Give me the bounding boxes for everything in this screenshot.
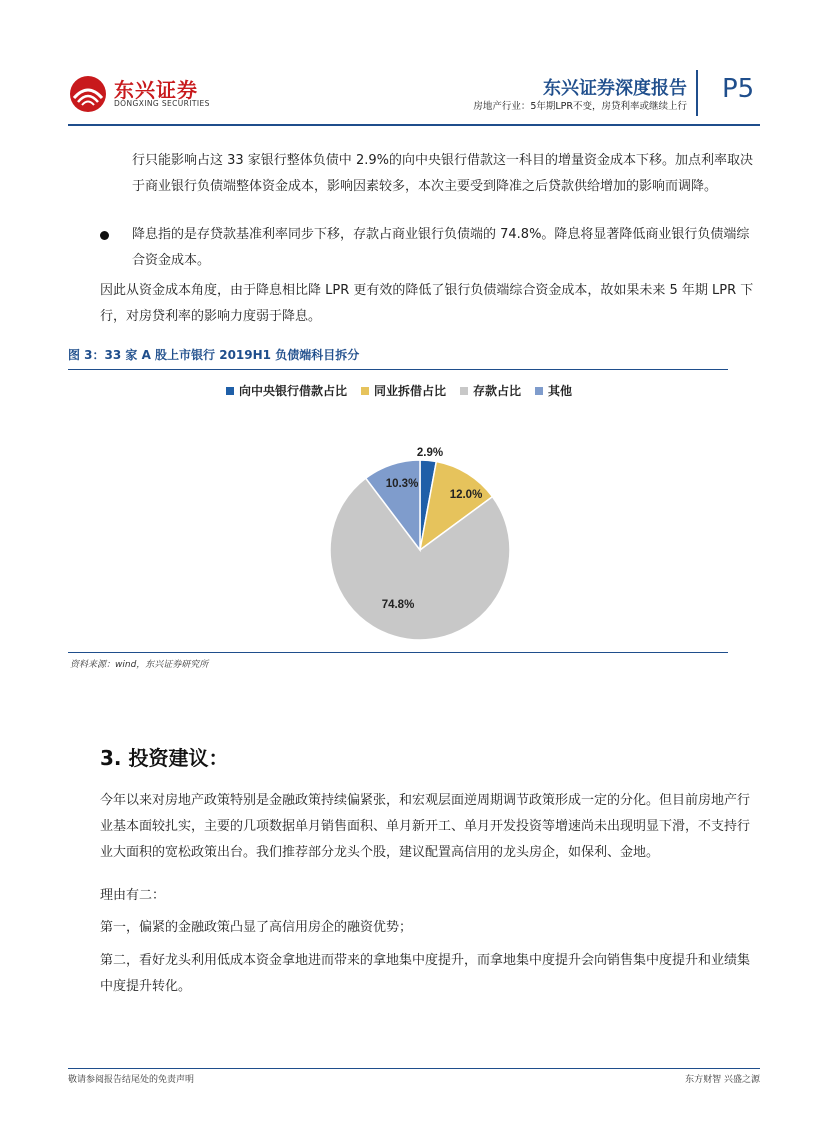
header-divider [696,70,698,116]
company-logo-icon [68,74,108,114]
report-subtitle: 房地产行业：5年期LPR不变，房贷利率或继续上行 [473,101,687,112]
section-paragraph-3: 第一，偏紧的金融政策凸显了高信用房企的融资优势； [100,920,413,935]
logo-english-name: DONGXING SECURITIES [114,99,210,108]
legend-swatch [361,387,369,395]
figure-top-rule [68,369,728,370]
section-paragraph-4: 第二，看好龙头利用低成本资金拿地进而带来的拿地集中度提升，而拿地集中度提升会向销售集中度提升和业绩集中度提升转化。 [100,953,751,994]
footer-rule [68,1068,760,1069]
report-title: 东兴证券深度报告 [543,78,687,99]
legend-item [460,382,521,399]
pie-data-label: 2.9% [416,447,444,459]
legend-label: 向中央银行借款占比 [239,384,348,398]
figure-title: 图 3：33 家 A 股上市银行 2019H1 负债端科目拆分 [68,348,360,362]
legend-item [535,382,572,399]
legend-swatch [535,387,543,395]
body-paragraph-1: 行只能影响占这 33 家银行整体负债中 2.9%的向中央银行借款这一科目的增量资金成本下移。加点利率取决于商业银行负债端整体资金成本，影响因素较多，本次主要受到降准之后贷款供给增加的影响而调降。 [132,153,753,194]
pie-data-label: 10.3% [385,478,419,490]
bullet-icon [100,231,109,240]
figure-source: 资料来源：wind，东兴证券研究所 [70,660,209,670]
body-paragraph-2: 因此从资金成本角度，由于降息相比降 LPR 更有效的降低了银行负债端综合资金成本，故如果未来 5 年期 LPR 下行，对房贷利率的影响力度弱于降息。 [100,283,754,324]
bullet-paragraph-1: 降息指的是存贷款基准利率同步下移，存款占商业银行负债端的 74.8%。降息将显著降低商业银行负债端综合资金成本。 [132,227,750,268]
logo-chinese-name: 东兴证券 [114,78,198,102]
pie-chart [320,438,520,648]
chart-legend [226,382,572,399]
legend-label: 其他 [548,384,573,398]
footer-slogan: 东方财智 兴盛之源 [685,1075,760,1085]
figure-bottom-rule [68,652,728,653]
section-paragraph-1: 今年以来对房地产政策特别是金融政策持续偏紧张，和宏观层面逆周期调节政策形成一定的分化。但目前房地产行业基本面较扎实，主要的几项数据单月销售面积、单月新开工、单月开发投资等增速尚未出现明显下滑，不支持行业大面积的宽松政策出台。我们推荐部分龙头个股，建议配置高信用的龙头房企，如保利、金地。 [100,793,751,860]
legend-swatch [460,387,468,395]
legend-item [226,382,347,399]
legend-item [361,382,446,399]
section-paragraph-2: 理由有二： [100,888,166,903]
legend-swatch [226,387,234,395]
legend-label: 同业拆借占比 [374,384,447,398]
pie-data-label: 12.0% [449,489,483,501]
header-rule [68,124,760,126]
pie-data-label: 74.8% [381,599,415,611]
legend-label: 存款占比 [473,384,522,398]
footer-disclaimer: 敬请参阅报告结尾处的免责声明 [68,1075,195,1085]
section-title: 3. 投资建议： [100,746,229,770]
page-number: P5 [722,74,755,104]
